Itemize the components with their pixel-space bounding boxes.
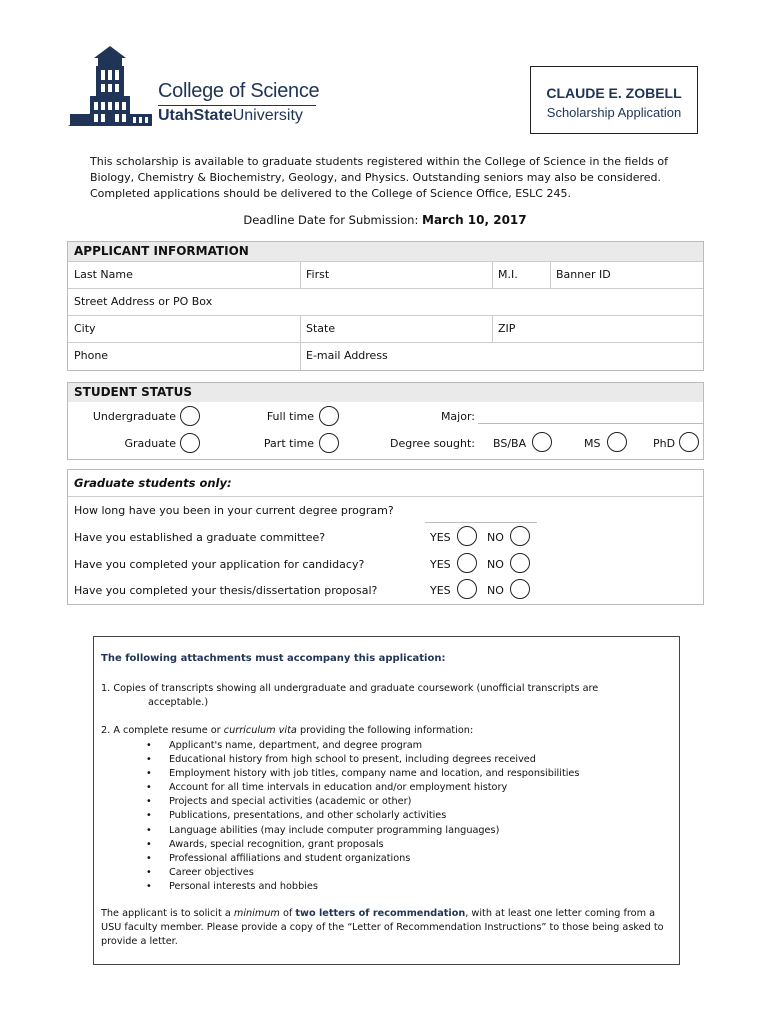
banner-id-field[interactable]: Banner ID [556, 268, 611, 281]
section-header [68, 383, 703, 402]
list-item: • Personal interests and hobbies [146, 880, 579, 894]
list-item: • Educational history from high school to present, including degrees received [146, 753, 579, 767]
phone-field[interactable]: Phone [74, 349, 109, 362]
attachments-box [93, 636, 680, 965]
resume-requirements-list [146, 739, 579, 894]
intro-line: Biology, Chemistry & Biochemistry, Geology, and Physics. Outstanding seniors may also be considered. [90, 171, 662, 184]
middle-initial-field[interactable]: M.I. [498, 268, 518, 281]
proposal-yes-radio[interactable] [457, 579, 477, 599]
item-text: providing the following information: [296, 725, 474, 736]
applicant-information-section [67, 241, 704, 371]
question-proposal: Have you completed your thesis/dissertation proposal? [74, 584, 378, 597]
degree-sought-label: Degree sought: [390, 437, 475, 450]
note-emphasis: minimum [233, 908, 280, 919]
last-name-field[interactable]: Last Name [74, 268, 133, 281]
student-status-section [67, 382, 704, 460]
graduate-students-section [67, 469, 704, 605]
list-item: • Account for all time intervals in education and/or employment history [146, 781, 579, 795]
question-program-duration: How long have you been in your current degree program? [74, 504, 394, 517]
candidacy-no-radio[interactable] [510, 553, 530, 573]
note-text: , with at least one letter coming from a USU faculty member. Please provide a copy of the “Letter of Recommendation Instructions” to those being asked to provide a letter. [101, 908, 664, 947]
list-item: • Awards, special recognition, grant proposals [146, 838, 579, 852]
attachment-item-transcripts [101, 682, 598, 710]
duration-input-line [425, 522, 537, 523]
note-text: of [279, 908, 296, 919]
old-main-tower-icon [66, 44, 156, 134]
email-field[interactable]: E-mail Address [306, 349, 388, 362]
candidacy-yes-radio[interactable] [457, 553, 477, 573]
section-header [68, 242, 703, 261]
city-field[interactable]: City [74, 322, 96, 335]
recommendation-note [101, 907, 671, 949]
phd-radio[interactable] [679, 432, 699, 452]
zip-field[interactable]: ZIP [498, 322, 516, 335]
no-label: NO [487, 584, 504, 597]
undergraduate-radio[interactable] [180, 406, 200, 426]
graduate-label: Graduate [124, 437, 176, 450]
yes-label: YES [430, 531, 451, 544]
full-time-label: Full time [266, 410, 314, 423]
attachment-item-resume [101, 724, 473, 738]
list-item: • Employment history with job titles, company name and location, and responsibilities [146, 767, 579, 781]
logo-utahstate: UtahState [158, 107, 233, 124]
item-line: acceptable.) [148, 697, 209, 708]
graduate-heading: Graduate students only: [74, 476, 232, 490]
logo-university: University [232, 107, 303, 124]
note-text: The applicant is to solicit a [101, 908, 234, 919]
undergraduate-label: Undergraduate [92, 410, 176, 423]
list-item: • Projects and special activities (academic or other) [146, 795, 579, 809]
logo-university-name [158, 107, 303, 125]
ms-label: MS [584, 437, 601, 450]
section-title: APPLICANT INFORMATION [74, 244, 249, 258]
list-item: • Applicant's name, department, and degree program [146, 739, 579, 753]
major-input-line [478, 423, 703, 424]
note-strong: two letters of recommendation [295, 908, 466, 919]
deadline [0, 213, 770, 227]
major-label: Major: [440, 410, 475, 423]
committee-no-radio[interactable] [510, 526, 530, 546]
question-candidacy: Have you completed your application for candidacy? [74, 558, 365, 571]
intro-text [90, 154, 690, 202]
street-address-field[interactable]: Street Address or PO Box [74, 295, 213, 308]
part-time-radio[interactable] [319, 433, 339, 453]
list-item: • Professional affiliations and student organizations [146, 852, 579, 866]
bsba-radio[interactable] [532, 432, 552, 452]
bsba-label: BS/BA [493, 437, 527, 450]
part-time-label: Part time [263, 437, 314, 450]
item-emphasis: curriculum vita [223, 725, 297, 736]
state-field[interactable]: State [306, 322, 336, 335]
full-time-radio[interactable] [319, 406, 339, 426]
yes-label: YES [430, 558, 451, 571]
list-item: • Career objectives [146, 866, 579, 880]
intro-line: Completed applications should be delivered to the College of Science Office, ESLC 245. [90, 187, 571, 200]
list-item: • Publications, presentations, and other scholarly activities [146, 809, 579, 823]
list-item: • Language abilities (may include computer programming languages) [146, 824, 579, 838]
college-logo [66, 44, 326, 134]
attachments-heading: The following attachments must accompany this application: [101, 653, 446, 664]
yes-label: YES [430, 584, 451, 597]
no-label: NO [487, 531, 504, 544]
logo-college-name: College of Science [158, 80, 320, 102]
graduate-radio[interactable] [180, 433, 200, 453]
ms-radio[interactable] [607, 432, 627, 452]
scholarship-subtitle: Scholarship Application [546, 105, 682, 120]
item-line: 1. Copies of transcripts showing all undergraduate and graduate coursework (unofficial transcripts are [101, 683, 599, 694]
deadline-date: March 10, 2017 [422, 213, 527, 227]
logo-divider [158, 105, 316, 106]
question-committee: Have you established a graduate committee? [74, 531, 326, 544]
phd-label: PhD [653, 437, 676, 450]
first-name-field[interactable]: First [306, 268, 330, 281]
section-title: STUDENT STATUS [74, 385, 192, 399]
scholarship-title: CLAUDE E. ZOBELL [546, 85, 682, 101]
committee-yes-radio[interactable] [457, 526, 477, 546]
item-text: 2. A complete resume or [101, 725, 224, 736]
no-label: NO [487, 558, 504, 571]
deadline-label: Deadline Date for Submission: [243, 213, 422, 227]
intro-line: This scholarship is available to graduate students registered within the College of Science in the fields of [90, 155, 669, 168]
proposal-no-radio[interactable] [510, 579, 530, 599]
title-box [530, 66, 698, 134]
